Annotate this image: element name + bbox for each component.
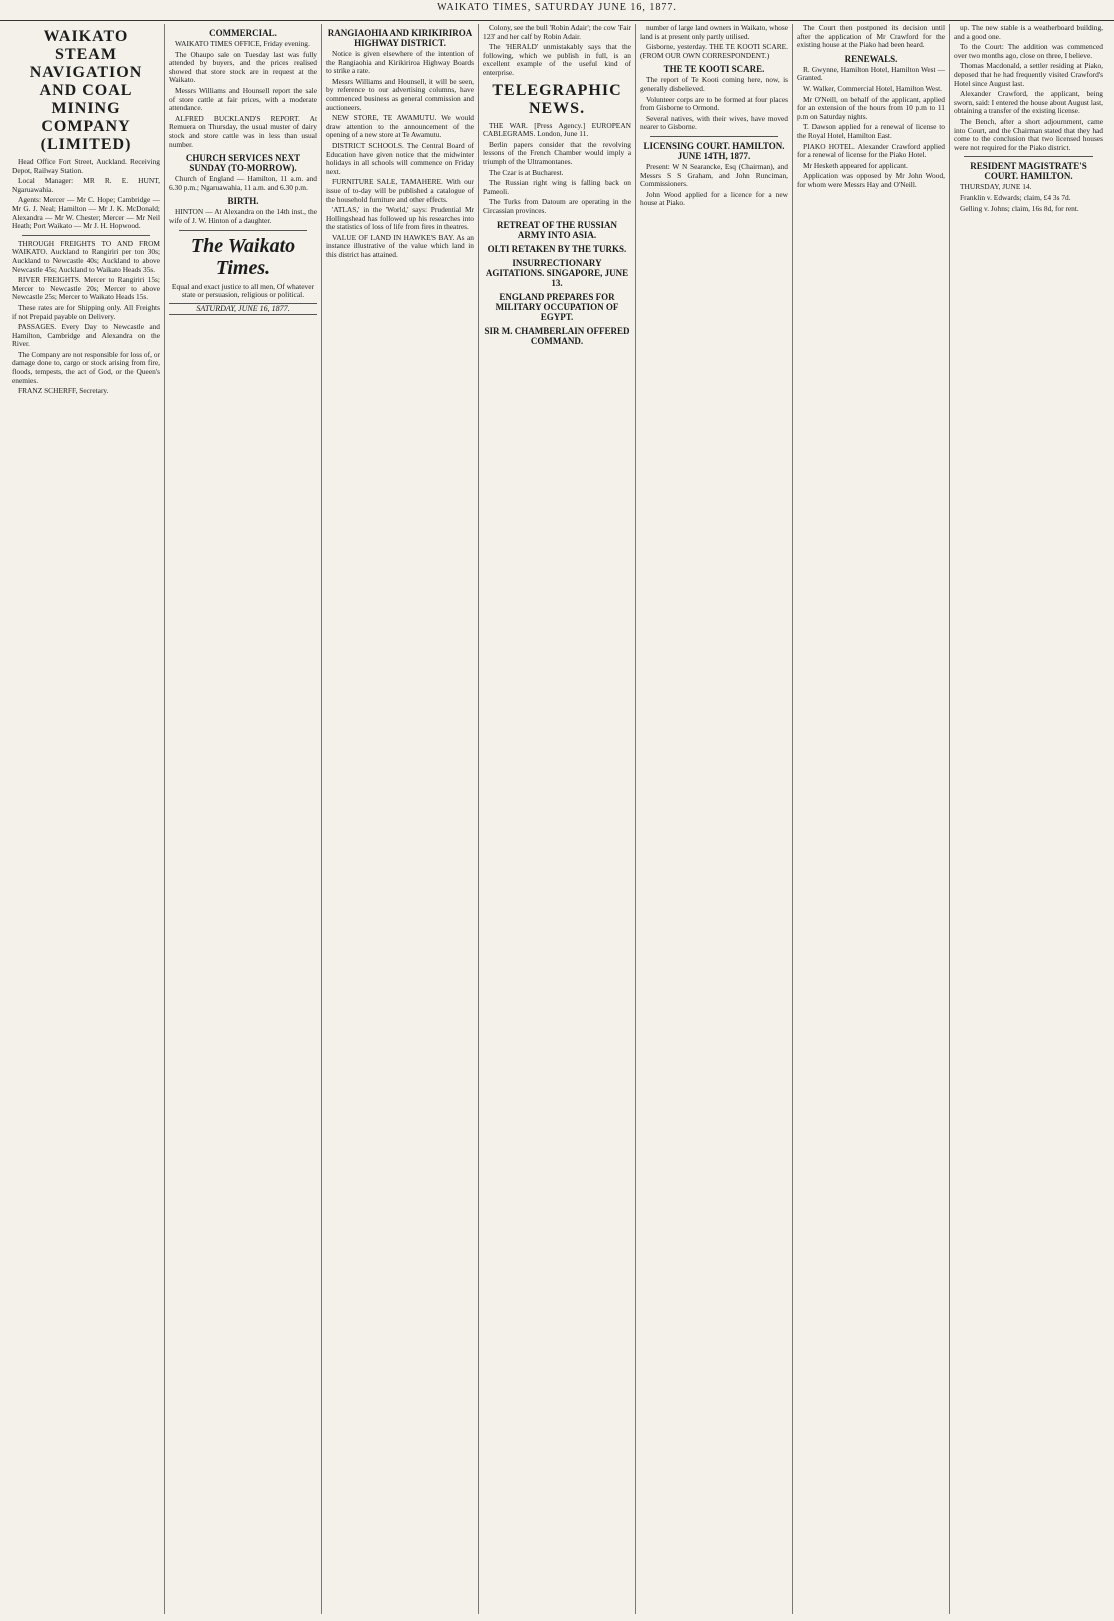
paragraph: Messrs Williams and Hounsell report the sale of store cattle at fair prices, with a moderate attendance. xyxy=(169,85,317,113)
column-3 xyxy=(322,24,479,1614)
paragraph: Application was opposed by Mr John Wood, for whom were Messrs Hay and O'Neill. xyxy=(797,171,945,189)
paragraph: Thomas Macdonald, a settler residing at Piako, deposed that he had frequently visited Crawford's Hotel since August last. xyxy=(954,61,1103,88)
paragraph: To the Court: The addition was commenced over two months ago, close on three, I believe. xyxy=(954,42,1103,60)
paragraph: These rates are for Shipping only. All Freights if not Prepaid payable on Delivery. xyxy=(12,302,160,321)
paragraph: Franklin v. Edwards; claim, £4 3s 7d. xyxy=(960,192,1071,202)
section-head: RANGIAOHIA AND KIRIKIRIROA HIGHWAY DISTRICT. xyxy=(327,28,473,48)
paragraph: The report of Te Kooti coming here, now, is generally disbelieved. xyxy=(640,75,788,93)
paragraph: The Ohaupo sale on Tuesday last was fully attended by buyers, and the prices realised showed that store stock are in request at the Waikato. xyxy=(169,49,317,85)
paragraph: Colony, see the bull 'Robin Adair'; the cow 'Fair 123' and her calf by Robin Adair. xyxy=(483,24,631,41)
paragraph: FURNITURE SALE, TAMAHERE. With our issue of to-day will be published a catalogue of the household furniture and other effects. xyxy=(326,177,474,204)
section-head: CHURCH SERVICES NEXT SUNDAY (TO-MORROW). xyxy=(185,153,301,174)
paragraph: THROUGH FREIGHTS TO AND FROM WAIKATO. Auckland to Rangiriri per ton 30s; Auckland to Newcastle 40s; Auckland to above Newcastle 45s; Auckland to Waikato Heads 35s. xyxy=(12,238,160,274)
paragraph: Volunteer corps are to be formed at four places from Gisborne to Ormond. xyxy=(640,94,788,113)
paragraph: The Company are not responsible for loss of, or damage done to, cargo or stock arising from fire, floods, tempests, the act of God, or the Queen's enemies. xyxy=(12,349,160,385)
section-head: LICENSING COURT. HAMILTON. JUNE 14TH, 1877. xyxy=(643,140,785,161)
divider xyxy=(179,230,307,231)
column-1 xyxy=(8,24,165,1614)
section-head: RETREAT OF THE RUSSIAN ARMY INTO ASIA. xyxy=(497,219,617,240)
paragraph: Agents: Mercer — Mr C. Hope; Cambridge — Mr G. J. Neal; Hamilton — Mr J. K. McDonald; Alexandra — Mr W. Chester; Mercer — Mr Neil Heath; Port Waikato — Mr J. H. Hopwood. xyxy=(12,195,160,231)
paragraph: The Turks from Datoum are operating in the Circassian provinces. xyxy=(483,197,631,215)
paragraph: HINTON — At Alexandra on the 14th inst., the wife of J. W. Hinton of a daughter. xyxy=(169,207,317,225)
divider xyxy=(964,156,1093,157)
paragraph: THURSDAY, JUNE 14. xyxy=(960,182,1032,192)
divider xyxy=(22,235,150,236)
paragraph: PIAKO HOTEL. Alexander Crawford applied for a renewal of license for the Piako Hotel. xyxy=(797,141,945,160)
section-head: INSURRECTIONARY AGITATIONS. SINGAPORE, JUNE 13. xyxy=(485,257,629,288)
paragraph: R. Gwynne, Hamilton Hotel, Hamilton West — Granted. xyxy=(797,64,945,83)
section-head: RESIDENT MAGISTRATE'S COURT. HAMILTON. xyxy=(970,161,1087,182)
divider xyxy=(650,136,778,137)
running-head: WAIKATO TIMES, SATURDAY JUNE 16, 1877. xyxy=(0,2,1114,21)
column-2 xyxy=(165,24,322,1614)
paragraph: Messrs Williams and Hounsell, it will be seen, by reference to our advertising columns, have commenced business as general commission and auctioneers. xyxy=(326,76,474,112)
paragraph: number of large land owners in Waikato, whose land is at present only partly utilised. xyxy=(640,24,788,41)
section-head: RENEWALS. xyxy=(844,53,898,64)
paragraph: ALFRED BUCKLAND'S REPORT. At Remuera on Thursday, the usual muster of dairy stock and store cattle was in less than usual number. xyxy=(169,113,317,149)
column-6 xyxy=(793,24,950,1614)
paragraph: Several natives, with their wives, have moved nearer to Gisborne. xyxy=(640,113,788,132)
columns xyxy=(8,24,1108,1614)
paragraph: John Wood applied for a licence for a new house at Piako. xyxy=(640,189,788,208)
paragraph: Church of England — Hamilton, 11 a.m. and 6.30 p.m.; Ngaruawahia, 11 a.m. and 6.30 p.m. xyxy=(169,174,317,192)
paragraph: The Russian right wing is falling back on Pameoli. xyxy=(483,178,631,196)
paragraph: The Bench, after a short adjournment, came into Court, and the Chairman stated that they had come to the conclusion that two licensed houses were not required for the Piako district. xyxy=(954,116,1103,152)
section-head: TELEGRAPHIC NEWS. xyxy=(492,81,622,117)
section-head: COMMERCIAL. xyxy=(209,28,277,38)
paragraph: RIVER FREIGHTS. Mercer to Rangiriri 15s; Mercer to Newcastle 20s; Mercer to above Newcastle 25s; Mercer to Waikato Heads 15s. xyxy=(12,275,160,302)
paragraph: NEW STORE, TE AWAMUTU. We would draw attention to the announcement of the opening of a new store at Te Awamutu. xyxy=(326,113,474,140)
section-head: ENGLAND PREPARES FOR MILITARY OCCUPATION OF EGYPT. xyxy=(495,291,619,322)
paragraph: FRANZ SCHERFF, Secretary. xyxy=(18,386,109,396)
paragraph: The 'HERALD' unmistakably says that the following, which we publish in full, is an excellent example of the useful kind of enterprise. xyxy=(483,42,631,77)
section-head: OLTI RETAKEN BY THE TURKS. xyxy=(487,243,627,254)
column-7 xyxy=(950,24,1107,1614)
newspaper-title: The Waikato Times. xyxy=(190,234,296,279)
column-4 xyxy=(479,24,636,1614)
paragraph: T. Dawson applied for a renewal of license to the Royal Hotel, Hamilton East. xyxy=(797,122,945,140)
paragraph: DISTRICT SCHOOLS. The Central Board of Education have given notice that the midwinter holidays in all schools will commence on Friday next. xyxy=(326,140,474,176)
paragraph: The Czar is at Bucharest. xyxy=(489,167,564,177)
paragraph: Alexander Crawford, the applicant, being sworn, said: I entered the house about August last, obtaining a transfer of the existing license. xyxy=(954,89,1103,116)
paragraph: Local Manager: MR R. E. HUNT, Ngaruawahia. xyxy=(12,176,160,194)
paragraph: Head Office Fort Street, Auckland. Receiving Depot, Railway Station. xyxy=(12,157,160,175)
paragraph: The Court then postponed its decision until after the application of Mr Crawford for the existing house at the Piako had been heard. xyxy=(797,24,945,50)
paragraph: WAIKATO TIMES OFFICE, Friday evening. xyxy=(175,39,310,48)
paragraph: up. The new stable is a weatherboard building, and a good one. xyxy=(954,24,1103,41)
paragraph: Present: W N Searancke, Esq (Chairman), and Messrs S S Graham, and John Runciman, Commissioners. xyxy=(640,161,788,189)
paragraph: Mr O'Neill, on behalf of the applicant, applied for an extension of the hours from 10 p.m to 11 p.m on Saturday nights. xyxy=(797,94,945,121)
section-head: SIR M. CHAMBERLAIN OFFERED COMMAND. xyxy=(484,325,630,346)
paragraph: 'ATLAS,' in the 'World,' says: Prudential Mr Hollingshead has followed up his researches into the statistics of loss of life from fires in theatres. xyxy=(326,205,474,232)
paragraph: Gelling v. Johns; claim, 16s 8d, for rent. xyxy=(960,203,1079,213)
section-head: THE TE KOOTI SCARE. xyxy=(663,64,765,75)
paragraph: Gisborne, yesterday. THE TE KOOTI SCARE. (FROM OUR OWN CORRESPONDENT.) xyxy=(640,42,788,60)
paragraph: PASSAGES. Every Day to Newcastle and Hamilton, Cambridge and Alexandra on the River. xyxy=(12,322,160,349)
date-line: SATURDAY, JUNE 16, 1877. xyxy=(169,303,317,316)
paragraph: VALUE OF LAND IN HAWKE'S BAY. As an instance illustrative of the value which land in this district has attained. xyxy=(326,232,474,260)
paragraph: THE WAR. [Press Agency.] EUROPEAN CABLEGRAMS. London, June 11. xyxy=(483,120,631,139)
paragraph: Berlin papers consider that the revolving lessons of the French Chamber would imply a triumph of the Ultramontanes. xyxy=(483,139,631,166)
column-5 xyxy=(636,24,793,1614)
paragraph: Notice is given elsewhere of the intention of the Rangiaohia and Kirikiriroa Highway Boards to strike a rate. xyxy=(326,49,474,76)
paragraph: Mr Hesketh appeared for applicant. xyxy=(803,160,908,170)
section-head: BIRTH. xyxy=(227,196,259,207)
motto: Equal and exact justice to all men, Of whatever state or persuasion, religious or political. xyxy=(171,281,315,300)
section-head: WAIKATO STEAM NAVIGATION AND COAL MINING COMPANY (LIMITED) xyxy=(29,28,143,153)
paragraph: W. Walker, Commercial Hotel, Hamilton West. xyxy=(803,83,942,93)
